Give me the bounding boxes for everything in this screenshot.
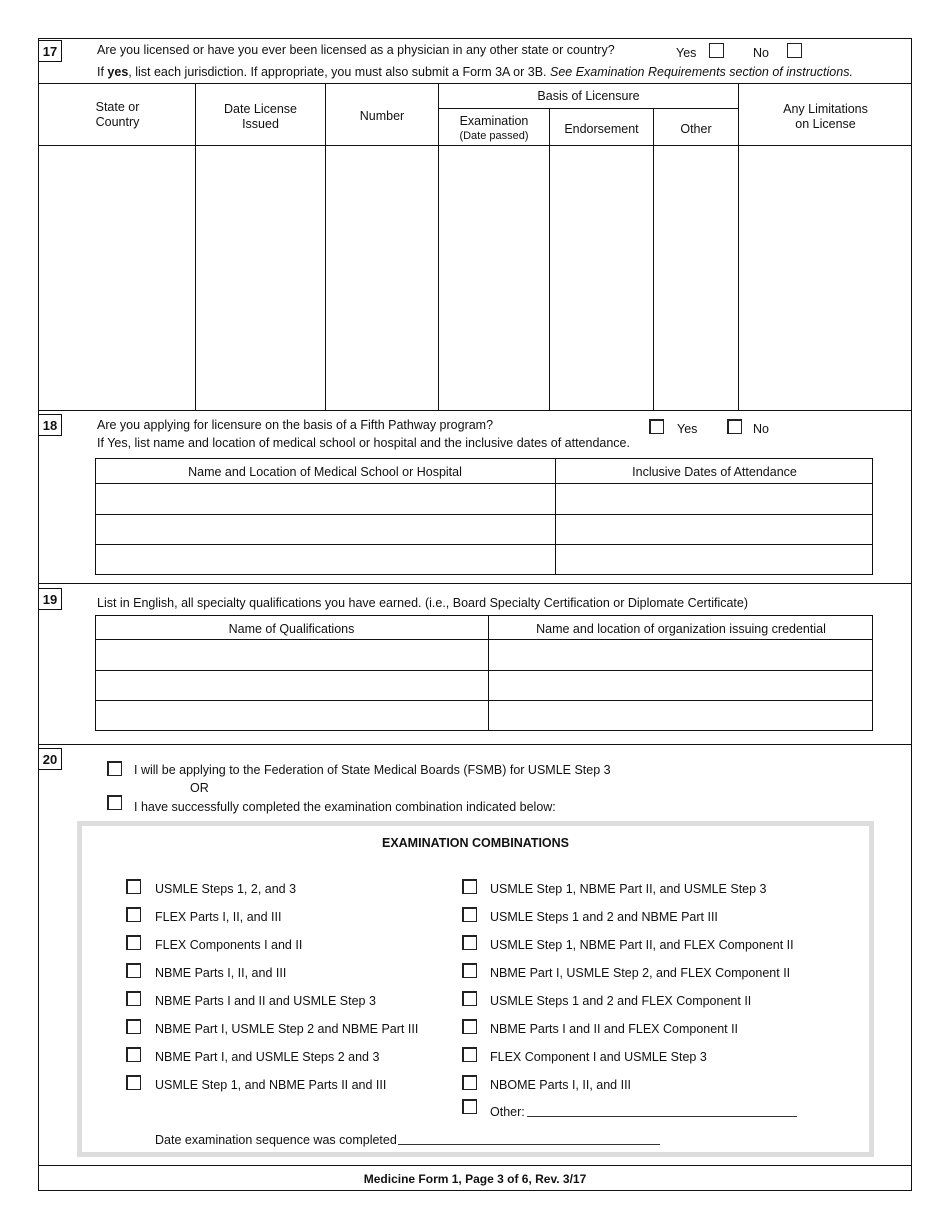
- combo-right-4-checkbox[interactable]: [462, 963, 477, 978]
- combo-left-2-checkbox[interactable]: [126, 907, 141, 922]
- footer-rule: [38, 1165, 912, 1166]
- combo-right-8-checkbox[interactable]: [462, 1075, 477, 1090]
- q17-instr-mid: , list each jurisdiction. If appropriate, you must also submit a Form 3A or 3B.: [128, 65, 550, 79]
- date-completed-input[interactable]: [398, 1144, 660, 1145]
- q17-entry-area[interactable]: [40, 147, 910, 409]
- combo-left-8-checkbox[interactable]: [126, 1075, 141, 1090]
- q17-instr-pre: If: [97, 65, 108, 79]
- combo-left-3-checkbox[interactable]: [126, 935, 141, 950]
- combo-left-5-checkbox[interactable]: [126, 991, 141, 1006]
- q18-header-school: Name and Location of Medical School or Hospital: [188, 465, 462, 479]
- q18-header-rule: [95, 483, 873, 484]
- q18-row-rule: [95, 514, 873, 515]
- combo-right-6-label: NBME Parts I and II and FLEX Component II: [490, 1022, 739, 1036]
- q17-header-exam-label: Examination: [459, 114, 529, 128]
- combo-right-7-label: FLEX Component I and USMLE Step 3: [490, 1050, 707, 1064]
- q18-row-rule: [95, 544, 873, 545]
- section-18-number: 18: [38, 414, 62, 436]
- q18-row3-school-field[interactable]: [97, 546, 554, 573]
- combo-right-5-label: USMLE Steps 1 and 2 and FLEX Component II: [490, 994, 752, 1008]
- q17-header-state-line1: State or: [95, 100, 140, 114]
- q17-header-date-issued: [196, 102, 325, 132]
- combo-left-7-label: NBME Part I, and USMLE Steps 2 and 3: [155, 1050, 380, 1064]
- q17-yes-label: Yes: [676, 46, 697, 60]
- q20-option-fsmb: I will be applying to the Federation of State Medical Boards (FSMB) for USMLE Step 3: [134, 763, 611, 777]
- combo-right-6-checkbox[interactable]: [462, 1019, 477, 1034]
- q18-row3-dates-field[interactable]: [557, 546, 871, 573]
- combo-other-input[interactable]: [527, 1116, 797, 1117]
- combo-left-3-label: FLEX Components I and II: [155, 938, 303, 952]
- combo-left-6-checkbox[interactable]: [126, 1019, 141, 1034]
- q17-header-state-line2: Country: [95, 115, 140, 129]
- q18-no-checkbox[interactable]: [727, 419, 742, 434]
- combo-right-5-checkbox[interactable]: [462, 991, 477, 1006]
- q18-header-dates: Inclusive Dates of Attendance: [632, 465, 797, 479]
- section-divider: [38, 410, 912, 411]
- q19-instructions: List in English, all specialty qualifications you have earned. (i.e., Board Specialty Certification or Diplomate Certificate): [97, 596, 749, 610]
- q18-yes-label: Yes: [677, 422, 698, 436]
- q18-instructions: If Yes, list name and location of medical school or hospital and the inclusive dates of attendance.: [97, 436, 630, 450]
- q17-no-checkbox[interactable]: [787, 43, 802, 58]
- q19-row3-qualification-field[interactable]: [97, 702, 487, 729]
- combo-left-5-label: NBME Parts I and II and USMLE Step 3: [155, 994, 376, 1008]
- q18-row1-school-field[interactable]: [97, 485, 554, 513]
- combo-right-2-label: USMLE Steps 1 and 2 and NBME Part III: [490, 910, 718, 924]
- q17-header-number: Number: [359, 109, 405, 123]
- q19-row-rule: [95, 670, 873, 671]
- q17-header-examination: [439, 114, 549, 144]
- q17-instr-italic: See Examination Requirements section of instructions.: [550, 65, 853, 79]
- combo-left-6-label: NBME Part I, USMLE Step 2 and NBME Part III: [155, 1022, 419, 1036]
- q17-header-limit-line2: on License: [795, 117, 856, 131]
- q18-row1-dates-field[interactable]: [557, 485, 871, 513]
- q20-option-completed: I have successfully completed the examination combination indicated below:: [134, 800, 556, 814]
- combo-right-8-label: NBOME Parts I, II, and III: [490, 1078, 632, 1092]
- q17-header-date-line1: Date License: [224, 102, 297, 116]
- section-divider: [38, 744, 912, 745]
- q17-basis-subrule: [438, 108, 738, 109]
- q20-completed-checkbox[interactable]: [107, 795, 122, 810]
- exam-combinations-title: EXAMINATION COMBINATIONS: [381, 836, 570, 850]
- q17-header-limitations: [739, 102, 912, 132]
- form-footer: Medicine Form 1, Page 3 of 6, Rev. 3/17: [363, 1172, 587, 1186]
- combo-other-label: Other:: [490, 1105, 525, 1119]
- q17-table-header-rule: [38, 145, 912, 146]
- combo-left-2-label: FLEX Parts I, II, and III: [155, 910, 282, 924]
- combo-right-1-label: USMLE Step 1, NBME Part II, and USMLE Step 3: [490, 882, 767, 896]
- combo-right-2-checkbox[interactable]: [462, 907, 477, 922]
- q17-header-other: Other: [680, 122, 712, 136]
- q17-instructions: [97, 65, 853, 79]
- q19-row1-qualification-field[interactable]: [97, 641, 487, 669]
- combo-right-3-label: USMLE Step 1, NBME Part II, and FLEX Component II: [490, 938, 794, 952]
- combo-left-4-label: NBME Parts I, II, and III: [155, 966, 287, 980]
- q17-question: Are you licensed or have you ever been licensed as a physician in any other state or country?: [97, 43, 615, 57]
- q17-header-basis: Basis of Licensure: [537, 89, 640, 103]
- q19-header-organization: Name and location of organization issuing credential: [536, 622, 826, 636]
- q18-question: Are you applying for licensure on the basis of a Fifth Pathway program?: [97, 418, 494, 432]
- q17-header-state-country: [40, 100, 195, 130]
- q17-header-date-line2: Issued: [242, 117, 279, 131]
- combo-left-8-label: USMLE Step 1, and NBME Parts II and III: [155, 1078, 387, 1092]
- combo-right-4-label: NBME Part I, USMLE Step 2, and FLEX Component II: [490, 966, 791, 980]
- q19-header-qualifications: Name of Qualifications: [228, 622, 355, 636]
- q19-row2-organization-field[interactable]: [490, 672, 871, 699]
- combo-right-1-checkbox[interactable]: [462, 879, 477, 894]
- q18-yes-checkbox[interactable]: [649, 419, 664, 434]
- q18-no-label: No: [753, 422, 769, 436]
- section-19-number: 19: [38, 588, 62, 610]
- q19-row1-organization-field[interactable]: [490, 641, 871, 669]
- q17-header-limit-line1: Any Limitations: [783, 102, 868, 116]
- q19-row2-qualification-field[interactable]: [97, 672, 487, 699]
- q17-yes-checkbox[interactable]: [709, 43, 724, 58]
- q17-header-endorsement: Endorsement: [564, 122, 639, 136]
- q19-row-rule: [95, 700, 873, 701]
- combo-left-1-label: USMLE Steps 1, 2, and 3: [155, 882, 297, 896]
- combo-right-7-checkbox[interactable]: [462, 1047, 477, 1062]
- combo-other-checkbox[interactable]: [462, 1099, 477, 1114]
- combo-left-7-checkbox[interactable]: [126, 1047, 141, 1062]
- q18-row2-dates-field[interactable]: [557, 516, 871, 543]
- q17-no-label: No: [753, 46, 769, 60]
- q20-fsmb-checkbox[interactable]: [107, 761, 122, 776]
- q20-or-label: OR: [190, 781, 209, 795]
- section-20-number: 20: [38, 748, 62, 770]
- q19-header-rule: [95, 639, 873, 640]
- q17-instr-bold: yes: [107, 65, 129, 79]
- combo-right-3-checkbox[interactable]: [462, 935, 477, 950]
- date-completed-label: Date examination sequence was completed: [155, 1133, 397, 1147]
- section-divider: [38, 583, 912, 584]
- q19-row3-organization-field[interactable]: [490, 702, 871, 729]
- q18-row2-school-field[interactable]: [97, 516, 554, 543]
- q17-header-date-passed: (Date passed): [459, 130, 529, 142]
- q17-table-top-rule: [38, 83, 912, 84]
- section-17-number: 17: [38, 40, 62, 62]
- combo-left-4-checkbox[interactable]: [126, 963, 141, 978]
- combo-left-1-checkbox[interactable]: [126, 879, 141, 894]
